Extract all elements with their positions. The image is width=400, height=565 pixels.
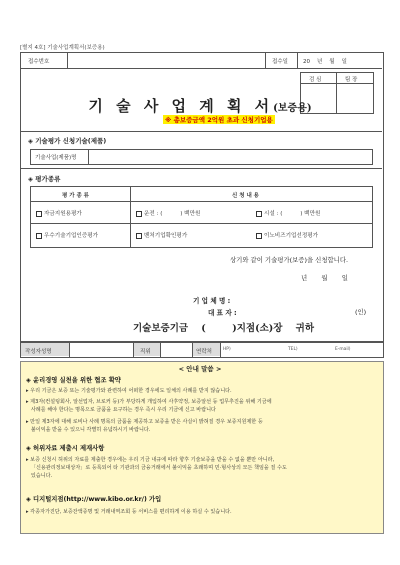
form-number-label: [별지 4호] 기술사업계획서(보증용) [20, 45, 105, 51]
applicability-note: ※ 총보증금액 2억원 초과 신청기업용 [165, 116, 273, 124]
checkbox-icon[interactable] [256, 211, 262, 217]
false-data-line-3: 있습니다. [26, 473, 53, 479]
checkbox-icon[interactable] [256, 233, 262, 239]
false-data-line-2: 「신용관리정보대상자」로 등록되어 타 기관과의 금융거래에서 불이익을 초래하며 민·형사상의 모든 책임을 질 수도 [26, 465, 287, 471]
checkbox-icon[interactable] [136, 233, 142, 239]
divider [297, 52, 298, 68]
ethics-heading: ◈ 윤리경영 실천을 위한 협조 확약 [26, 377, 121, 384]
request-date: 년 월 일 [301, 274, 348, 282]
eval-option-funding[interactable]: 자금지원용평가 [36, 209, 82, 217]
mobile-phone-field[interactable]: HP) [223, 347, 231, 352]
divider [88, 149, 89, 164]
divider [160, 342, 161, 357]
company-name-label: 기 업 체 명 : [193, 297, 231, 305]
divider [67, 52, 68, 68]
divider [265, 52, 266, 68]
telephone-field[interactable]: TEL) [288, 347, 298, 352]
eval-type-header: 평 가 종 류 [62, 193, 89, 199]
eval-content-header: 신 청 내 용 [232, 193, 259, 199]
ethics-line-1: ▸ 우리 기금은 보증 또는 기술평가와 관련하여 어떠한 경우에도 일체의 사례를 받지 않습니다. [26, 388, 232, 394]
representative-field[interactable] [252, 306, 342, 315]
writer-name-field[interactable] [72, 344, 130, 355]
ethics-line-5: 불이익을 받을 수 있으니 각별히 유념하시기 바랍니다. [26, 427, 151, 433]
false-data-line-1: ▸ 보증 신청시 허위의 자료를 제출한 경우에는 우리 기금 내규에 따라 향후 기술보증을 받을 수 없을 뿐만 아니라, [26, 457, 275, 463]
seal-mark: (인) [355, 308, 367, 316]
addressee-line: 기술보증기금 ( )지점(소)장 귀하 [133, 323, 315, 334]
divider [220, 342, 221, 357]
divider [30, 201, 372, 202]
receipt-number-field[interactable] [72, 55, 262, 65]
digital-branch-line-1: ▸ 각종자가진단, 보증잔액증명 및 거래내역조회 등 서비스를 편리하게 이용 하실 수 있습니다. [26, 509, 232, 515]
writer-contact-label: 연락처 [196, 349, 212, 355]
tech-section-heading: ◈ 기술평가 신청기술(제품) [28, 137, 107, 145]
writer-position-label: 직위 [140, 349, 151, 355]
eval-section-heading: ◈ 평가종류 [28, 175, 61, 183]
tech-name-label: 기술사업(제품)명 [35, 155, 77, 161]
checkbox-icon[interactable] [36, 211, 42, 217]
divider [30, 223, 372, 224]
email-field[interactable]: E-mail) [335, 347, 351, 352]
divider [130, 186, 131, 247]
divider [20, 68, 382, 69]
eval-option-excellent-tech[interactable]: 우수기술기업인증평가 [36, 231, 98, 239]
divider [69, 342, 70, 357]
guidance-title: < 안내 말씀 > [178, 365, 222, 373]
divider [20, 168, 382, 169]
receipt-date-value[interactable]: 20 년 월 일 [303, 59, 347, 65]
receipt-number-label: 접수번호 [28, 59, 50, 65]
representative-label: 대 표 자 : [208, 309, 237, 317]
checkbox-icon[interactable] [136, 211, 142, 217]
reviewer-label: 검 심 [309, 77, 322, 83]
digital-branch-heading[interactable]: ◈ 디지털지점(http://www.kibo.or.kr/) 가입 [26, 496, 162, 503]
request-statement: 상기와 같이 기술평가(보증)을 신청합니다. [230, 256, 349, 264]
ethics-line-3: 사례를 해야 한다는 명목으로 금품을 요구하는 경우 즉시 우리 기금에 신고 바랍니다 [26, 407, 216, 413]
eval-option-innobiz[interactable]: 이노비즈기업선정평가 [256, 231, 318, 239]
receipt-date-label: 접수일 [272, 59, 288, 65]
false-data-heading: ◈ 허위자료 제출시 제재사항 [26, 445, 105, 452]
checkbox-icon[interactable] [36, 233, 42, 239]
divider [20, 131, 382, 132]
tech-name-field[interactable] [92, 151, 368, 162]
eval-option-facility[interactable]: 시설 : ( ) 백만원 [256, 209, 320, 217]
manager-label: 팀 장 [345, 77, 358, 83]
writer-name-label: 작성자성명 [25, 349, 52, 355]
ethics-line-2: ▸ 제3자(컨설팅회사, 알선업자, 브로커 등)가 부당하게 개입하여 사후약정, 보증알선 등 업무추진을 위해 기금에 [26, 399, 272, 405]
ethics-line-4: ▸ 만일 제3자에 대해 로비나 사례 명목의 금품을 제공하고 보증을 받은 사실이 밝혀질 경우 보증지원제한 등 [26, 419, 263, 425]
eval-option-operating[interactable]: 운전 : ( ) 백만원 [136, 209, 200, 217]
page-title: 기 술 사 업 계 획 서(보증용) [88, 97, 312, 115]
company-name-field[interactable] [252, 294, 362, 303]
eval-option-venture[interactable]: 벤처기업확인평가 [136, 231, 187, 239]
writer-position-field[interactable] [163, 344, 189, 355]
